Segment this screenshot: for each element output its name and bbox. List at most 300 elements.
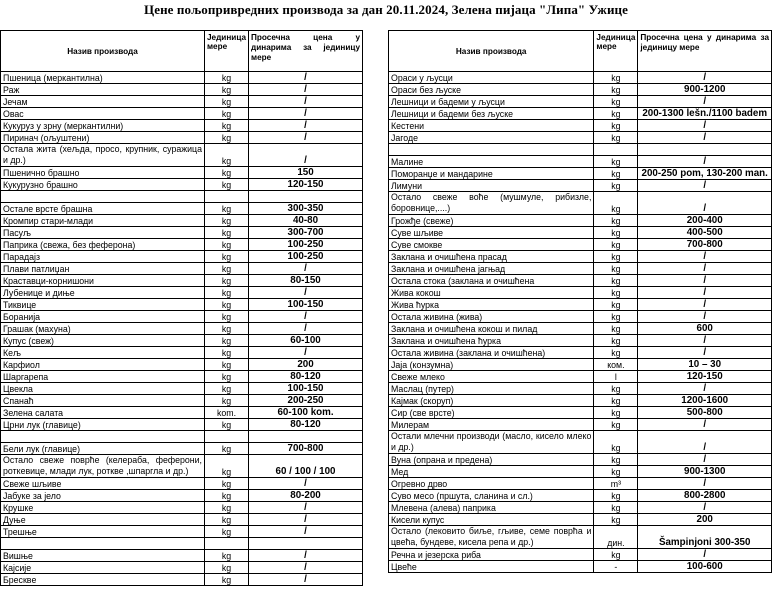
price-cell: / bbox=[249, 514, 363, 526]
unit-cell: kg bbox=[594, 263, 638, 275]
table-row bbox=[389, 395, 772, 407]
product-name-cell: Суве шљиве bbox=[389, 227, 594, 239]
table-row bbox=[389, 526, 772, 549]
product-name-cell: Жива ћурка bbox=[389, 299, 594, 311]
unit-cell: kg bbox=[205, 72, 249, 84]
product-name-cell: Вуна (опрана и предена) bbox=[389, 454, 594, 466]
price-cell: / bbox=[638, 156, 772, 168]
table-row bbox=[1, 84, 363, 96]
price-cell: 600 bbox=[638, 323, 772, 335]
unit-cell: kg bbox=[205, 239, 249, 251]
unit-cell: kg bbox=[205, 120, 249, 132]
product-name-cell: Пасуљ bbox=[1, 227, 205, 239]
unit-cell: l bbox=[594, 371, 638, 383]
page-title: Цене пољопривредних производа за дан 20.11.2024, Зелена пијаца "Липа" Ужице bbox=[143, 2, 628, 17]
unit-cell: kg bbox=[205, 562, 249, 574]
product-name-cell: Свеже шљиве bbox=[1, 478, 205, 490]
product-name-cell: Боранија bbox=[1, 311, 205, 323]
table-row bbox=[389, 299, 772, 311]
unit-cell: kg bbox=[205, 144, 249, 167]
product-name-cell bbox=[389, 144, 594, 156]
unit-cell: kg bbox=[594, 407, 638, 419]
product-name-cell: Кукурузно брашно bbox=[1, 179, 205, 191]
table-row bbox=[389, 371, 772, 383]
price-cell: 150 bbox=[249, 167, 363, 179]
product-name-cell: Пшеница (меркантилна) bbox=[1, 72, 205, 84]
price-cell: 80-150 bbox=[249, 275, 363, 287]
product-name-cell: Паприка (свежа, без феферона) bbox=[1, 239, 205, 251]
price-cell: 200 bbox=[249, 359, 363, 371]
product-name-cell: Суве смокве bbox=[389, 239, 594, 251]
product-name-cell: Речна и језерска риба bbox=[389, 549, 594, 561]
table-row bbox=[1, 514, 363, 526]
unit-cell bbox=[205, 538, 249, 550]
table-row bbox=[1, 120, 363, 132]
table-row bbox=[1, 108, 363, 120]
header-name: Назив производа bbox=[1, 31, 205, 72]
price-cell: / bbox=[638, 311, 772, 323]
price-cell: 100-250 bbox=[249, 239, 363, 251]
table-row bbox=[1, 478, 363, 490]
product-name-cell: Свеже млеко bbox=[389, 371, 594, 383]
unit-cell: kg bbox=[594, 180, 638, 192]
price-cell: 1200-1600 bbox=[638, 395, 772, 407]
unit-cell bbox=[205, 431, 249, 443]
price-cell: / bbox=[638, 454, 772, 466]
table-row bbox=[389, 561, 772, 573]
table-row bbox=[389, 120, 772, 132]
product-name-cell: Суво месо (пршута, сланина и сл.) bbox=[389, 490, 594, 502]
price-cell: 120-150 bbox=[638, 371, 772, 383]
price-cell: / bbox=[249, 562, 363, 574]
unit-cell: kg bbox=[205, 215, 249, 227]
unit-cell: kg bbox=[594, 156, 638, 168]
price-cell: 200-400 bbox=[638, 215, 772, 227]
product-name-cell: Раж bbox=[1, 84, 205, 96]
product-name-cell: Заклана и очишћена јагњад bbox=[389, 263, 594, 275]
table-row bbox=[389, 144, 772, 156]
product-name-cell: Кромпир стари-млади bbox=[1, 215, 205, 227]
price-cell: / bbox=[638, 96, 772, 108]
product-name-cell: Лешници и бадеми без љуске bbox=[389, 108, 594, 120]
product-name-cell: Остало свеже воће (мушмуле, рибизле, боровнице,....) bbox=[389, 192, 594, 215]
product-name-cell: Трешње bbox=[1, 526, 205, 538]
table-row bbox=[1, 526, 363, 538]
table-row bbox=[1, 407, 363, 419]
unit-cell: kg bbox=[205, 311, 249, 323]
price-cell: 100-250 bbox=[249, 251, 363, 263]
table-row bbox=[389, 502, 772, 514]
product-name-cell: Остале врсте брашна bbox=[1, 203, 205, 215]
header-unit: Јединица мере bbox=[205, 31, 249, 72]
product-name-cell: Заклана и очишћена кокош и пилад bbox=[389, 323, 594, 335]
table-row bbox=[1, 574, 363, 586]
price-cell: / bbox=[249, 72, 363, 84]
product-name-cell: Остала живина (заклана и очишћена) bbox=[389, 347, 594, 359]
product-name-cell: Остало (лековито биље, гљиве, семе поврћа и цвећа, бундеве, кисела репа и др.) bbox=[389, 526, 594, 549]
unit-cell: kg bbox=[205, 371, 249, 383]
unit-cell: kg bbox=[205, 108, 249, 120]
product-name-cell: Мед bbox=[389, 466, 594, 478]
table-row bbox=[1, 490, 363, 502]
unit-cell: kg bbox=[594, 514, 638, 526]
product-name-cell: Овас bbox=[1, 108, 205, 120]
price-cell: / bbox=[249, 478, 363, 490]
table-row bbox=[389, 168, 772, 180]
unit-cell: kg bbox=[205, 574, 249, 586]
price-cell: 40-80 bbox=[249, 215, 363, 227]
price-table-left bbox=[0, 30, 363, 586]
price-cell: / bbox=[638, 287, 772, 299]
unit-cell: ком. bbox=[594, 359, 638, 371]
product-name-cell: Јабуке за јело bbox=[1, 490, 205, 502]
product-name-cell: Заклана и очишћена ћурка bbox=[389, 335, 594, 347]
unit-cell: kg bbox=[205, 263, 249, 275]
table-row bbox=[1, 299, 363, 311]
unit-cell: kg bbox=[594, 549, 638, 561]
product-name-cell: Бресквe bbox=[1, 574, 205, 586]
unit-cell: kg bbox=[205, 132, 249, 144]
header-unit: Јединица мере bbox=[594, 31, 638, 72]
unit-cell: kg bbox=[594, 311, 638, 323]
price-cell: / bbox=[249, 263, 363, 275]
unit-cell: kg bbox=[205, 502, 249, 514]
unit-cell: kg bbox=[594, 251, 638, 263]
table-row bbox=[1, 383, 363, 395]
table-row bbox=[389, 335, 772, 347]
product-name-cell: Маслац (путер) bbox=[389, 383, 594, 395]
price-cell: 80-200 bbox=[249, 490, 363, 502]
table-row bbox=[389, 251, 772, 263]
price-cell: / bbox=[249, 132, 363, 144]
table-row bbox=[1, 203, 363, 215]
unit-cell: kg bbox=[205, 275, 249, 287]
unit-cell: kg bbox=[205, 323, 249, 335]
product-name-cell: Вишње bbox=[1, 550, 205, 562]
table-row bbox=[1, 132, 363, 144]
table-row bbox=[389, 407, 772, 419]
table-row bbox=[389, 96, 772, 108]
price-cell: / bbox=[638, 502, 772, 514]
price-cell bbox=[249, 191, 363, 203]
table-row bbox=[1, 167, 363, 179]
product-name-cell: Бели лук (главице) bbox=[1, 443, 205, 455]
table-row bbox=[1, 72, 363, 84]
table-row bbox=[1, 263, 363, 275]
table-row bbox=[1, 359, 363, 371]
table-row bbox=[1, 144, 363, 167]
product-name-cell: Малине bbox=[389, 156, 594, 168]
product-name-cell: Грашак (махуна) bbox=[1, 323, 205, 335]
table-row bbox=[1, 323, 363, 335]
price-cell: 100-150 bbox=[249, 383, 363, 395]
table-row bbox=[389, 227, 772, 239]
table-row bbox=[1, 550, 363, 562]
unit-cell: kg bbox=[594, 84, 638, 96]
product-name-cell: Спанаћ bbox=[1, 395, 205, 407]
product-name-cell: Ораси у љусци bbox=[389, 72, 594, 84]
unit-cell: kg bbox=[594, 347, 638, 359]
table-row bbox=[389, 239, 772, 251]
product-name-cell: Остало свеже поврће (келераба, феферони, роткевице, млади лук, ротквe ,шпаргла и др.) bbox=[1, 455, 205, 478]
table-row bbox=[1, 227, 363, 239]
unit-cell: kg bbox=[205, 96, 249, 108]
product-name-cell: Купус (свеж) bbox=[1, 335, 205, 347]
table-row bbox=[389, 192, 772, 215]
unit-cell: kg bbox=[594, 215, 638, 227]
table-row bbox=[389, 454, 772, 466]
product-name-cell: Остали млечни производи (масло, кисело млеко и др.) bbox=[389, 431, 594, 454]
product-name-cell: Поморанџе и мандарине bbox=[389, 168, 594, 180]
unit-cell: дин. bbox=[594, 526, 638, 549]
price-cell: / bbox=[249, 502, 363, 514]
price-cell: / bbox=[249, 144, 363, 167]
price-cell: / bbox=[249, 311, 363, 323]
product-name-cell: Цвеће bbox=[389, 561, 594, 573]
unit-cell: kom. bbox=[205, 407, 249, 419]
unit-cell: kg bbox=[594, 192, 638, 215]
table-row bbox=[1, 538, 363, 550]
header-price: Просечна цена у динарима за јединицу мере bbox=[638, 31, 772, 72]
table-row bbox=[389, 323, 772, 335]
table-header-row bbox=[389, 31, 772, 72]
table-row bbox=[389, 275, 772, 287]
unit-cell: kg bbox=[205, 347, 249, 359]
unit-cell: kg bbox=[594, 419, 638, 431]
unit-cell: kg bbox=[594, 383, 638, 395]
product-name-cell: Грожђе (свеже) bbox=[389, 215, 594, 227]
table-row bbox=[1, 455, 363, 478]
unit-cell: kg bbox=[594, 490, 638, 502]
table-row bbox=[389, 478, 772, 490]
unit-cell: kg bbox=[594, 120, 638, 132]
unit-cell: kg bbox=[594, 323, 638, 335]
price-cell: 500-800 bbox=[638, 407, 772, 419]
product-name-cell: Плави патлиџан bbox=[1, 263, 205, 275]
table-row bbox=[389, 180, 772, 192]
unit-cell: kg bbox=[205, 490, 249, 502]
product-name-cell: Заклана и очишћена прасад bbox=[389, 251, 594, 263]
table-row bbox=[1, 502, 363, 514]
table-row bbox=[389, 132, 772, 144]
price-cell: 700-800 bbox=[249, 443, 363, 455]
unit-cell: kg bbox=[594, 227, 638, 239]
product-name-cell: Остала жита (хељда, просо, крупник, суражица и др.) bbox=[1, 144, 205, 167]
product-name-cell: Карфиол bbox=[1, 359, 205, 371]
unit-cell: kg bbox=[205, 419, 249, 431]
product-name-cell: Дуње bbox=[1, 514, 205, 526]
table-row bbox=[1, 251, 363, 263]
price-cell: / bbox=[249, 108, 363, 120]
table-row bbox=[1, 215, 363, 227]
product-name-cell: Краставци-корнишони bbox=[1, 275, 205, 287]
price-cell: / bbox=[638, 335, 772, 347]
price-cell: 120-150 bbox=[249, 179, 363, 191]
price-cell: / bbox=[638, 132, 772, 144]
table-row bbox=[1, 179, 363, 191]
unit-cell: kg bbox=[594, 239, 638, 251]
unit-cell: kg bbox=[205, 383, 249, 395]
table-row bbox=[389, 215, 772, 227]
product-name-cell: Кајмак (скоруп) bbox=[389, 395, 594, 407]
unit-cell: kg bbox=[594, 454, 638, 466]
price-cell: 800-2800 bbox=[638, 490, 772, 502]
table-row bbox=[1, 239, 363, 251]
price-cell bbox=[249, 538, 363, 550]
unit-cell: kg bbox=[205, 550, 249, 562]
table-row bbox=[389, 431, 772, 454]
price-cell: / bbox=[638, 192, 772, 215]
unit-cell: kg bbox=[205, 478, 249, 490]
table-row bbox=[389, 490, 772, 502]
price-cell: 80-120 bbox=[249, 371, 363, 383]
table-row bbox=[389, 466, 772, 478]
product-name-cell: Лешници и бадеми у љусци bbox=[389, 96, 594, 108]
product-name-cell: Цвекла bbox=[1, 383, 205, 395]
unit-cell: kg bbox=[205, 335, 249, 347]
product-name-cell: Јаја (конзумна) bbox=[389, 359, 594, 371]
price-cell: / bbox=[249, 287, 363, 299]
unit-cell: kg bbox=[205, 526, 249, 538]
price-cell: 200 bbox=[638, 514, 772, 526]
product-name-cell: Пиринач (ољуштени) bbox=[1, 132, 205, 144]
unit-cell: kg bbox=[594, 466, 638, 478]
table-row bbox=[1, 96, 363, 108]
unit-cell: kg bbox=[205, 299, 249, 311]
price-cell: / bbox=[638, 478, 772, 490]
price-cell: 900-1300 bbox=[638, 466, 772, 478]
unit-cell: kg bbox=[205, 395, 249, 407]
price-cell: 60 / 100 / 100 bbox=[249, 455, 363, 478]
table-row bbox=[389, 263, 772, 275]
price-cell: 60-100 bbox=[249, 335, 363, 347]
unit-cell: kg bbox=[205, 287, 249, 299]
header-price: Просечна цена у динарима за јединицу мере bbox=[249, 31, 363, 72]
unit-cell: kg bbox=[594, 168, 638, 180]
product-name-cell: Шаргарепа bbox=[1, 371, 205, 383]
price-cell: 100-600 bbox=[638, 561, 772, 573]
table-row bbox=[389, 311, 772, 323]
product-name-cell bbox=[1, 538, 205, 550]
product-name-cell: Јечам bbox=[1, 96, 205, 108]
unit-cell bbox=[205, 191, 249, 203]
price-cell: 60-100 kom. bbox=[249, 407, 363, 419]
price-cell: / bbox=[638, 72, 772, 84]
price-cell: / bbox=[638, 383, 772, 395]
price-cell: / bbox=[249, 526, 363, 538]
table-row bbox=[1, 287, 363, 299]
price-cell: 200-250 bbox=[249, 395, 363, 407]
product-name-cell: Зелена салата bbox=[1, 407, 205, 419]
unit-cell bbox=[594, 144, 638, 156]
table-row bbox=[389, 84, 772, 96]
table-row bbox=[1, 191, 363, 203]
product-name-cell bbox=[1, 191, 205, 203]
product-name-cell: Јагоде bbox=[389, 132, 594, 144]
price-cell: / bbox=[249, 550, 363, 562]
table-row bbox=[389, 287, 772, 299]
price-cell: / bbox=[638, 275, 772, 287]
price-cell: / bbox=[638, 347, 772, 359]
table-row bbox=[389, 419, 772, 431]
unit-cell: kg bbox=[594, 335, 638, 347]
price-cell bbox=[638, 144, 772, 156]
table-row bbox=[1, 443, 363, 455]
product-name-cell: Сир (све врсте) bbox=[389, 407, 594, 419]
price-cell: / bbox=[249, 120, 363, 132]
price-cell: Šampinjoni 300-350 bbox=[638, 526, 772, 549]
unit-cell: kg bbox=[205, 167, 249, 179]
product-name-cell: Кукуруз у зрну (меркантилни) bbox=[1, 120, 205, 132]
product-name-cell: Лубенице и диње bbox=[1, 287, 205, 299]
product-name-cell: Кестени bbox=[389, 120, 594, 132]
table-row bbox=[389, 514, 772, 526]
product-name-cell: Лимуни bbox=[389, 180, 594, 192]
unit-cell: kg bbox=[205, 443, 249, 455]
product-name-cell: Млевена (алева) паприка bbox=[389, 502, 594, 514]
price-cell bbox=[249, 431, 363, 443]
price-cell: 100-150 bbox=[249, 299, 363, 311]
product-name-cell: Остала стока (заклана и очишћена bbox=[389, 275, 594, 287]
product-name-cell bbox=[1, 431, 205, 443]
unit-cell: kg bbox=[205, 227, 249, 239]
price-cell: / bbox=[638, 180, 772, 192]
table-row bbox=[389, 549, 772, 561]
unit-cell: kg bbox=[594, 96, 638, 108]
unit-cell: kg bbox=[594, 72, 638, 84]
product-name-cell: Крушке bbox=[1, 502, 205, 514]
table-row bbox=[389, 383, 772, 395]
price-cell: 200-250 pom, 130-200 man. bbox=[638, 168, 772, 180]
unit-cell: kg bbox=[594, 132, 638, 144]
unit-cell: kg bbox=[594, 108, 638, 120]
product-name-cell: Црни лук (главице) bbox=[1, 419, 205, 431]
unit-cell: kg bbox=[205, 514, 249, 526]
unit-cell: kg bbox=[205, 455, 249, 478]
price-cell: / bbox=[638, 251, 772, 263]
price-cell: / bbox=[638, 120, 772, 132]
price-cell: 200-1300 lešn./1100 badem bbox=[638, 108, 772, 120]
price-cell: / bbox=[249, 84, 363, 96]
unit-cell: kg bbox=[205, 203, 249, 215]
table-row bbox=[1, 347, 363, 359]
price-cell: / bbox=[638, 431, 772, 454]
unit-cell: kg bbox=[594, 275, 638, 287]
table-row bbox=[1, 275, 363, 287]
header-name: Назив производа bbox=[389, 31, 594, 72]
price-cell: 300-700 bbox=[249, 227, 363, 239]
table-row bbox=[389, 72, 772, 84]
product-name-cell: Пшенично брашно bbox=[1, 167, 205, 179]
table-row bbox=[389, 108, 772, 120]
price-table-right bbox=[388, 30, 772, 573]
product-name-cell: Кељ bbox=[1, 347, 205, 359]
price-cell: 900-1200 bbox=[638, 84, 772, 96]
unit-cell: kg bbox=[594, 395, 638, 407]
unit-cell: m³ bbox=[594, 478, 638, 490]
price-cell: / bbox=[249, 96, 363, 108]
table-row bbox=[1, 431, 363, 443]
unit-cell: kg bbox=[205, 84, 249, 96]
price-cell: 700-800 bbox=[638, 239, 772, 251]
price-cell: 10 – 30 bbox=[638, 359, 772, 371]
table-row bbox=[1, 395, 363, 407]
unit-cell: kg bbox=[205, 359, 249, 371]
price-cell: / bbox=[249, 323, 363, 335]
table-header-row bbox=[1, 31, 363, 72]
price-cell: / bbox=[638, 419, 772, 431]
unit-cell: kg bbox=[594, 431, 638, 454]
